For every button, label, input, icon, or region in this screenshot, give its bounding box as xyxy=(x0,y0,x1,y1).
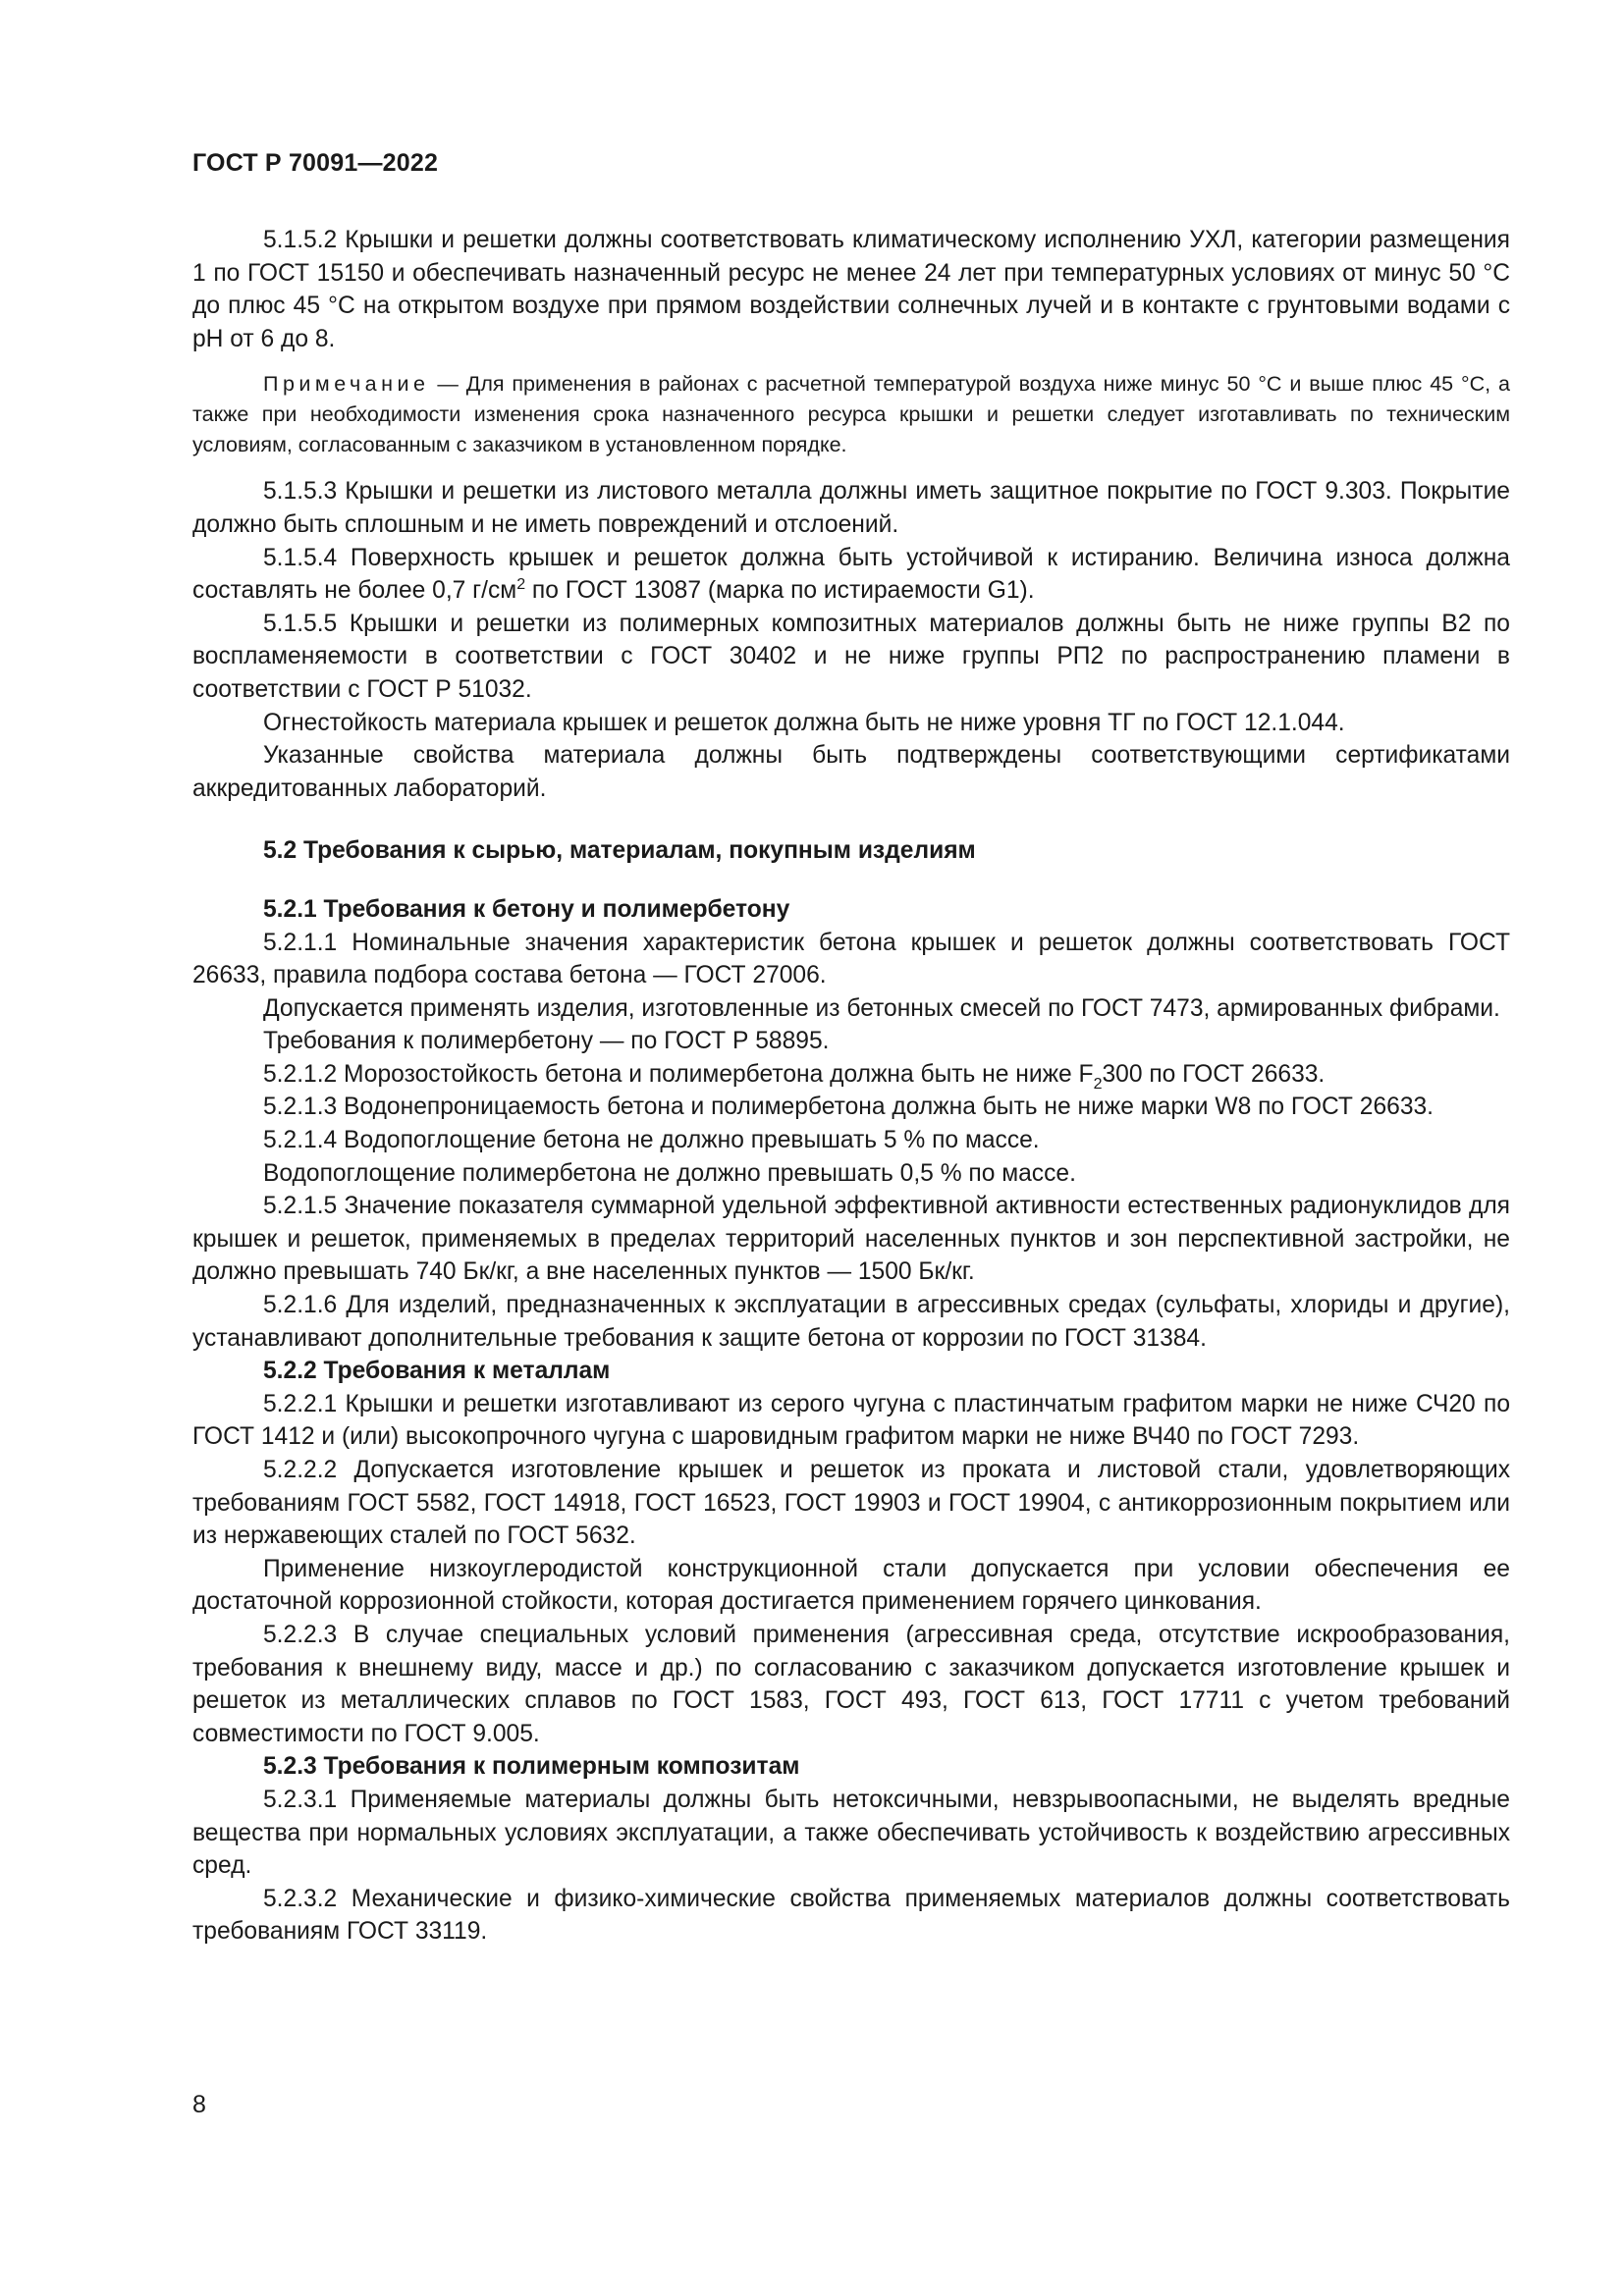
paragraph-5-1-5-4-tail: по ГОСТ 13087 (марка по истираемости G1). xyxy=(525,577,1035,605)
paragraph-5-2-1-4: 5.2.1.4 Водопоглощение бетона не должно превышать 5 % по массе. xyxy=(263,1127,1040,1154)
paragraph-5-2-2-1: 5.2.2.1 Крышки и решетки изготавливают из серого чугуна с пластинчатым графитом марки не ниже СЧ20 по ГОСТ 1412 и (или) высокопрочного чугуна с шаровидным графитом марки не ниже ВЧ40 по ГОСТ 7293. xyxy=(192,1390,1510,1451)
paragraph-5-1-5-4-text: 5.1.5.4 Поверхность крышек и решеток должна быть устойчивой к истиранию. Величина износа должна составлять не более 0,7 г/см xyxy=(192,544,1510,605)
paragraph-5-2-2-3: 5.2.2.3 В случае специальных условий применения (агрессивная среда, отсутствие искрообразования, требования к внешнему виду, массе и др.) по согласованию с заказчиком допускается изготовление крышек и решеток из металлических сплавов по ГОСТ 1583, ГОСТ 493, ГОСТ 613, ГОСТ 17711 с учетом требований совместимости по ГОСТ 9.005. xyxy=(192,1621,1510,1747)
section-heading-5-2-3: 5.2.3 Требования к полимерным композитам xyxy=(263,1753,800,1781)
paragraph-5-2-1-3: 5.2.1.3 Водонепроницаемость бетона и полимербетона должна быть не ниже марки W8 по ГОСТ 26633. xyxy=(263,1094,1435,1121)
paragraph-water-absorption-polymer: Водопоглощение полимербетона не должно превышать 0,5 % по массе. xyxy=(263,1159,1076,1187)
paragraph-5-1-5-2: 5.1.5.2 Крышки и решетки должны соответствовать климатическому исполнению УХЛ, категории размещения 1 по ГОСТ 15150 и обеспечивать назначенный ресурс не менее 24 лет при температурных условиях от минус 50 °С до плюс 45 °С на открытом воздухе при прямом воздействии солнечных лучей и в контакте с грунтовыми водами с рН от 6 до 8. xyxy=(192,227,1510,352)
paragraph-polymer-concrete: Требования к полимербетону — по ГОСТ Р 58895. xyxy=(263,1028,830,1055)
paragraph-5-2-3-1: 5.2.3.1 Применяемые материалы должны быть нетоксичными, невзрывоопасными, не выделять вредные вещества при нормальных условиях эксплуатации, а также обеспечивать устойчивость к воздействию агрессивных сред. xyxy=(192,1786,1510,1880)
paragraph-low-carbon-steel: Применение низкоуглеродистой конструкционной стали допускается при условии обеспечения ее достаточной коррозионной стойкости, которая достигается применением горячего цинкования. xyxy=(192,1555,1510,1616)
paragraph-5-1-5-3: 5.1.5.3 Крышки и решетки из листового металла должны иметь защитное покрытие по ГОСТ 9.303. Покрытие должно быть сплошным и не иметь повреждений и отслоений. xyxy=(192,478,1510,538)
paragraph-5-2-1-1: 5.2.1.1 Номинальные значения характеристик бетона крышек и решеток должны соответствовать ГОСТ 26633, правила подбора состава бетона — ГОСТ 27006. xyxy=(192,929,1510,989)
section-heading-5-2: 5.2 Требования к сырью, материалам, покупным изделиям xyxy=(263,837,976,865)
paragraph-5-2-1-2-text: 5.2.1.2 Морозостойкость бетона и полимербетона должна быть не ниже F xyxy=(263,1060,1094,1088)
superscript-2: 2 xyxy=(516,576,526,594)
paragraph-5-2-1-6: 5.2.1.6 Для изделий, предназначенных к эксплуатации в агрессивных средах (сульфаты, хлориды и другие), устанавливают дополнительные требования к защите бетона от коррозии по ГОСТ 31384. xyxy=(192,1292,1510,1352)
section-heading-5-2-2: 5.2.2 Требования к металлам xyxy=(263,1358,611,1385)
note-text: — Для применения в районах с расчетной температурой воздуха ниже минус 50 °С и выше плюс 45 °С, а также при необходимости изменения срока назначенного ресурса крышки и решетки следует изготавливать по техническим условиям, согласованным с заказчиком в установленном порядке. xyxy=(192,372,1510,457)
document-body xyxy=(192,224,1510,1949)
paragraph-fiber: Допускается применять изделия, изготовленные из бетонных смесей по ГОСТ 7473, армированных фибрами. xyxy=(263,994,1500,1022)
paragraph-5-1-5-4 xyxy=(192,542,1510,608)
paragraph-certificates: Указанные свойства материала должны быть подтверждены соответствующими сертификатами аккредитованных лабораторий. xyxy=(192,742,1510,802)
paragraph-5-2-2-2: 5.2.2.2 Допускается изготовление крышек и решеток из проката и листовой стали, удовлетворяющих требованиям ГОСТ 5582, ГОСТ 14918, ГОСТ 16523, ГОСТ 19903 и ГОСТ 19904, с антикоррозионным покрытием или из нержавеющих сталей по ГОСТ 5632. xyxy=(192,1457,1510,1550)
page-number: 8 xyxy=(192,2091,206,2118)
paragraph-5-2-1-2-tail: 300 по ГОСТ 26633. xyxy=(1102,1060,1326,1088)
paragraph-5-1-5-5: 5.1.5.5 Крышки и решетки из полимерных композитных материалов должны быть не ниже группы В2 по воспламеняемости в соответствии с ГОСТ 30402 и не ниже группы РП2 по распространению пламени в соответствии с ГОСТ Р 51032. xyxy=(192,610,1510,703)
note-paragraph xyxy=(192,369,1510,460)
note-label: Примечание xyxy=(263,372,430,397)
subscript-2: 2 xyxy=(1093,1075,1103,1093)
paragraph-fire-resistance: Огнестойкость материала крышек и решеток должна быть не ниже уровня ТГ по ГОСТ 12.1.044. xyxy=(263,709,1345,736)
standard-header: ГОСТ Р 70091—2022 xyxy=(192,149,439,177)
paragraph-5-2-1-5: 5.2.1.5 Значение показателя суммарной удельной эффективной активности естественных радионуклидов для крышек и решеток, применяемых в пределах территорий населенных пунктов и зон перспективной застройки, не должно превышать 740 Бк/кг, а вне населенных пунктов — 1500 Бк/кг. xyxy=(192,1193,1510,1286)
paragraph-5-2-1-2 xyxy=(192,1058,1510,1092)
section-heading-5-2-1: 5.2.1 Требования к бетону и полимербетону xyxy=(263,895,790,923)
paragraph-5-2-3-2: 5.2.3.2 Механические и физико-химические свойства применяемых материалов должны соответствовать требованиям ГОСТ 33119. xyxy=(192,1885,1510,1946)
